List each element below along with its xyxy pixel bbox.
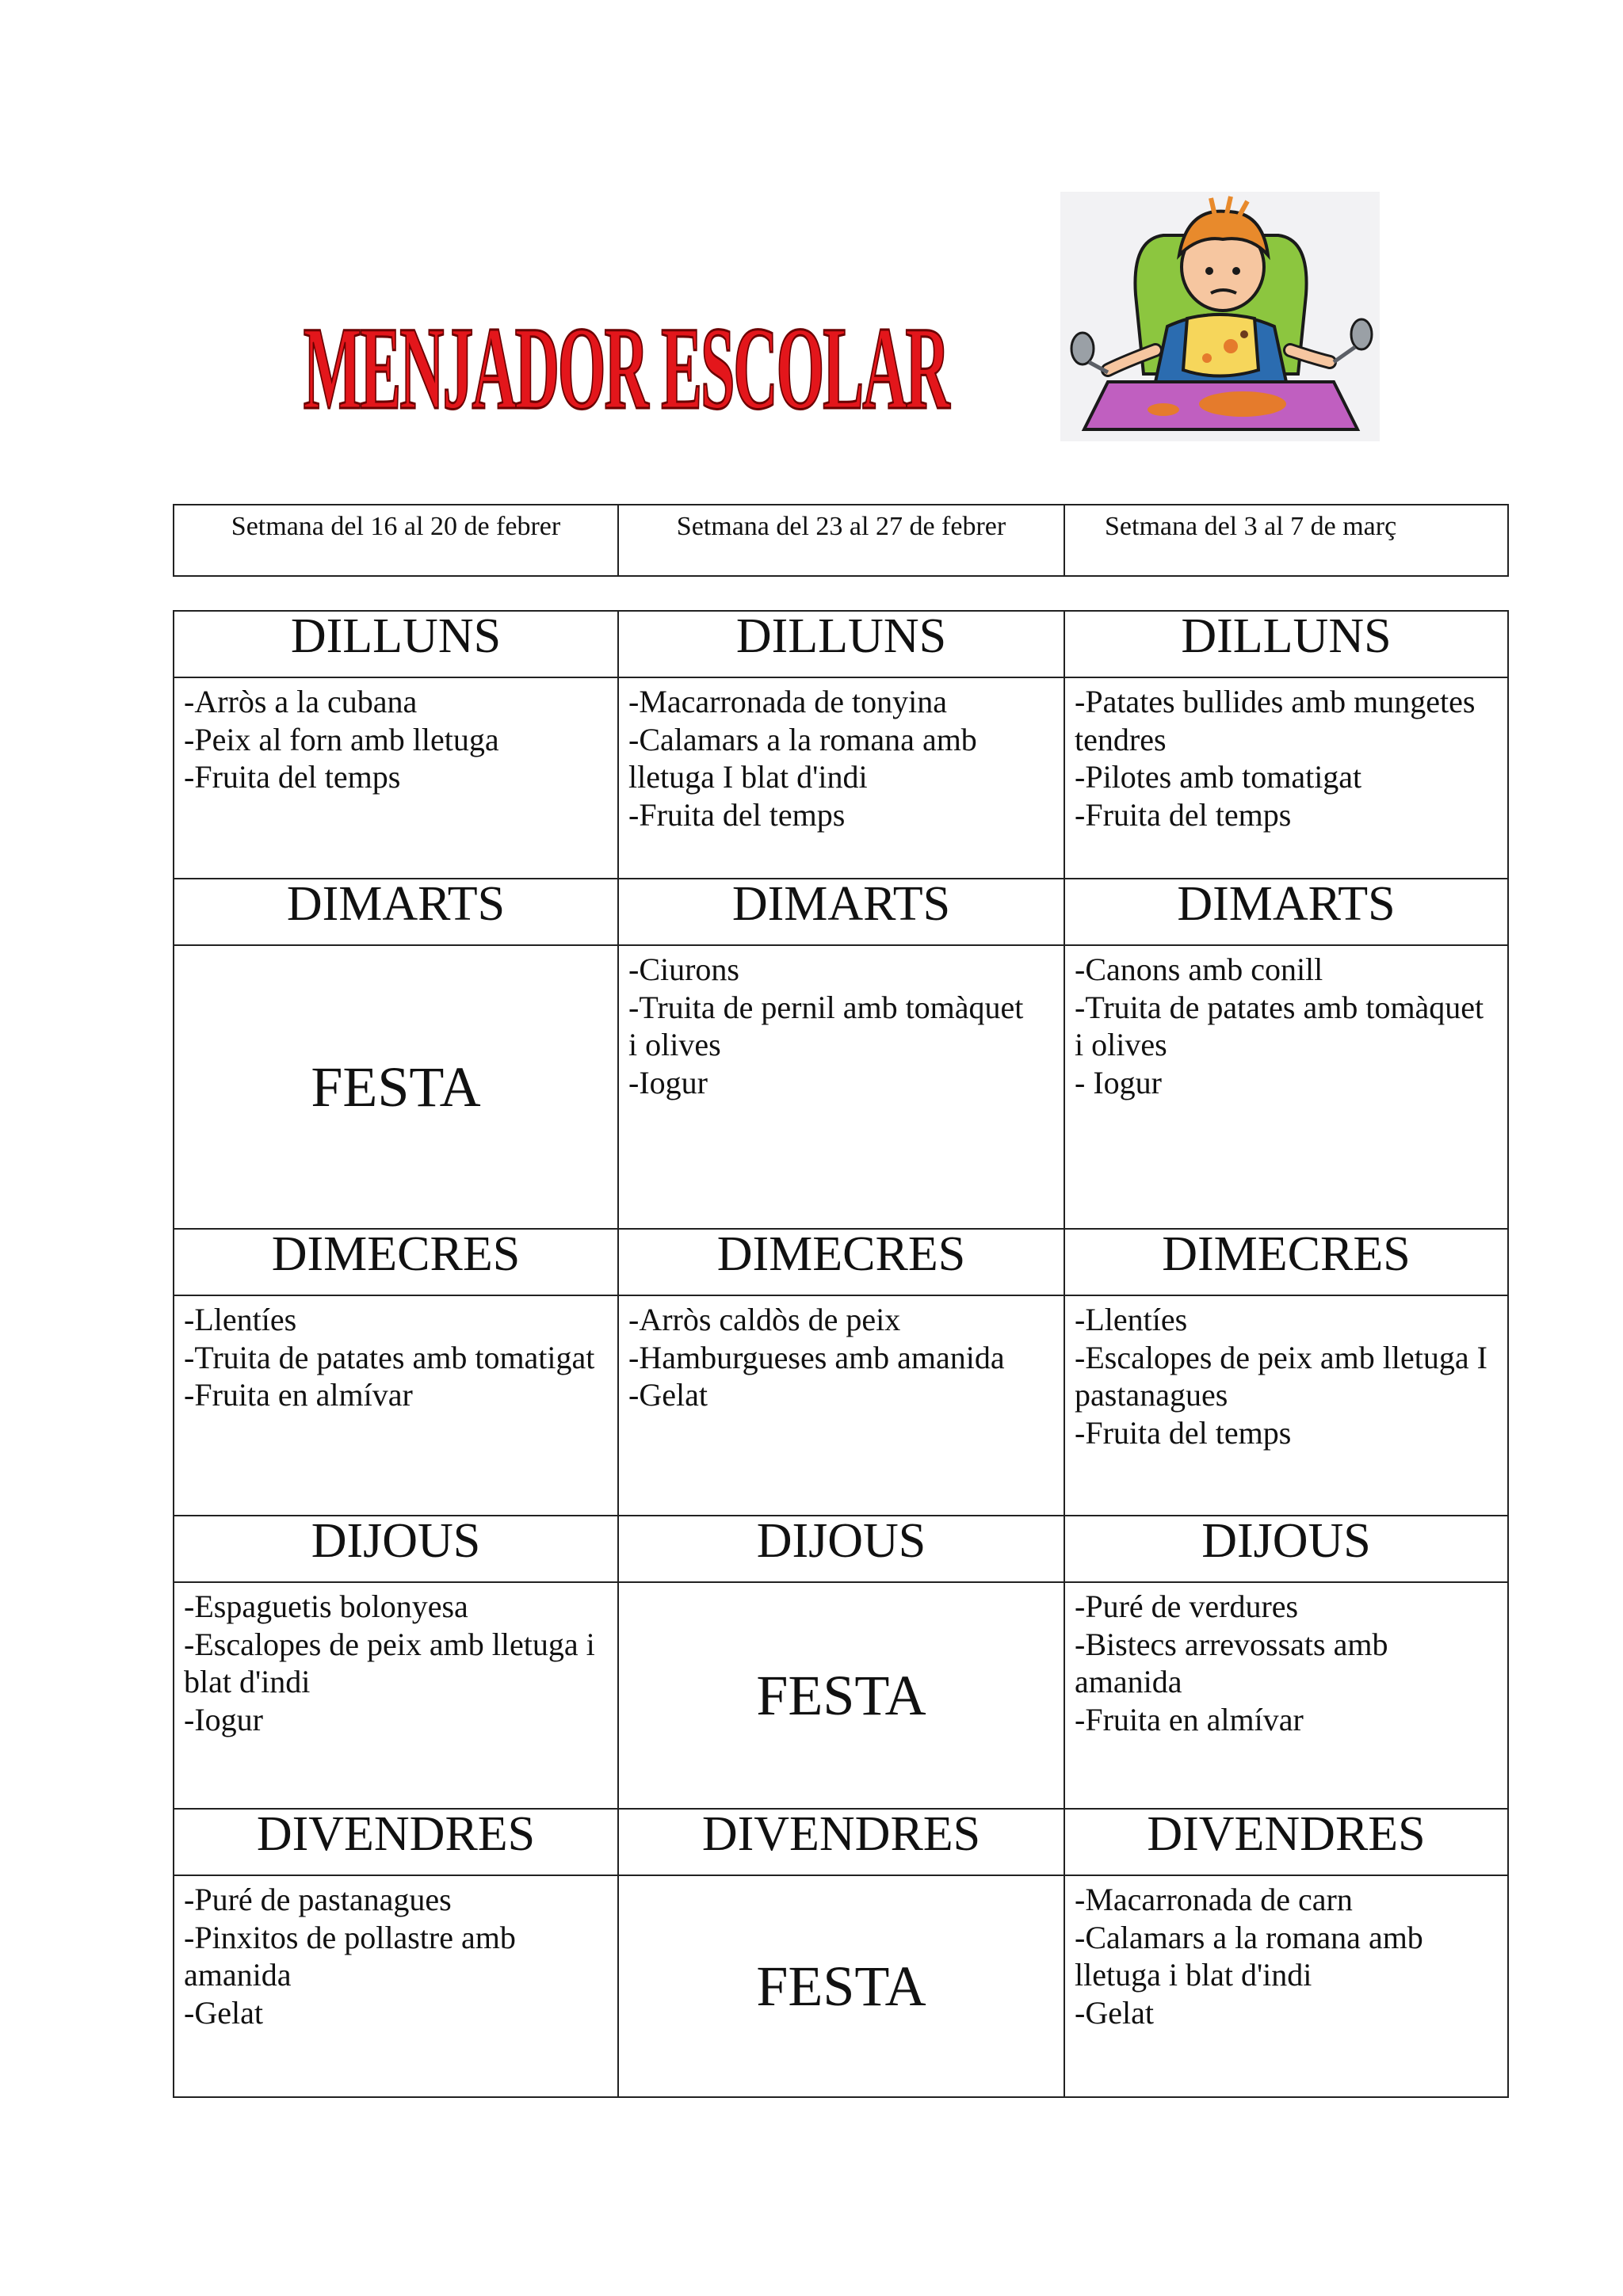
day-name: DIMECRES [174,1229,618,1295]
menu-line: -Pinxitos de pollastre amb [184,1919,516,1955]
menu-line: -Puré de verdures [1075,1589,1299,1624]
menu-line: -Gelat [628,1377,708,1413]
week-3-label: Setmana del 3 al 7 de març [1105,512,1397,541]
day-name: DIMECRES [1064,1229,1508,1295]
day-header-row [174,1516,1508,1582]
menu-row [174,677,1508,879]
day-header-row [174,611,1508,677]
menu-line: -Iogur [628,1064,708,1100]
menu-line: -Llentíes [1075,1302,1188,1337]
menu-cell [618,945,1064,1229]
menu-line: pastanagues [1075,1377,1228,1413]
menu-line: lletuga i blat d'indi [1075,1957,1312,1993]
menu-line: -Escalopes de peix amb lletuga I [1075,1339,1487,1375]
menu-line: amanida [184,1957,292,1993]
menu-line: -Macarronada de carn [1075,1882,1353,1917]
day-name: DILLUNS [618,611,1064,677]
day-name: DIJOUS [174,1516,618,1582]
menu-line: -Hamburgueses amb amanida [628,1339,1005,1375]
child-eating-illustration [1060,192,1380,441]
menu-line: -Fruita del temps [1075,796,1292,833]
menu-cell [1064,1875,1508,2097]
menu-line: -Fruita del temps [628,796,846,833]
menu-line: i olives [628,1027,721,1062]
day-name: DIJOUS [618,1516,1064,1582]
week-2-label: Setmana del 23 al 27 de febrer [619,505,1065,575]
weeks-header [173,504,1509,577]
day-name: DIMARTS [618,879,1064,945]
menu-line: -Canons amb conill [1075,952,1323,987]
menu-cell [1064,677,1508,879]
day-name: DILLUNS [174,611,618,677]
holiday-label: FESTA [618,1875,1064,2097]
day-name: DIJOUS [1064,1516,1508,1582]
page-title [222,285,1030,452]
menu-line: -Calamars a la romana amb [628,721,977,757]
menu-line: -Arròs caldòs de peix [628,1302,901,1337]
menu-line: -Fruita del temps [1075,1414,1292,1451]
menu-line: -Patates bullides amb mungetes [1075,684,1476,719]
menu-line: -Arròs a la cubana [184,684,418,719]
day-name: DIVENDRES [1064,1809,1508,1875]
menu-cell [174,1875,618,2097]
day-name: DIMECRES [618,1229,1064,1295]
menu-cell [1064,1295,1508,1516]
day-header-row [174,1809,1508,1875]
menu-line: i olives [1075,1027,1167,1062]
page-title-text: MENJADOR ESCOLAR [304,303,949,434]
menu-row [174,945,1508,1229]
menu-line: -Truita de pernil amb tomàquet [628,989,1024,1025]
menu-cell [174,1295,618,1516]
day-name: DIMARTS [1064,879,1508,945]
menu-line: -Escalopes de peix amb lletuga i [184,1626,595,1662]
holiday-label: FESTA [618,1582,1064,1809]
menu-cell [618,677,1064,879]
menu-line: -Gelat [184,1994,263,2031]
day-name: DIMARTS [174,879,618,945]
menu-line: -Fruita del temps [184,759,401,795]
menu-cell [1064,945,1508,1229]
menu-line: -Pilotes amb tomatigat [1075,759,1362,795]
menu-line: -Fruita en almívar [1075,1701,1304,1737]
holiday-label: FESTA [174,945,618,1229]
menu-line: -Peix al forn amb lletuga [184,721,499,757]
menu-line: -Gelat [1075,1994,1154,2031]
week-1-label: Setmana del 16 al 20 de febrer [174,505,619,575]
day-name: DILLUNS [1064,611,1508,677]
menu-line: -Truita de patates amb tomàquet [1075,989,1484,1025]
day-name: DIVENDRES [174,1809,618,1875]
day-header-row [174,1229,1508,1295]
menu-line: -Ciurons [628,952,739,987]
menu-line: tendres [1075,721,1167,757]
menu-line: -Espaguetis bolonyesa [184,1589,468,1624]
menu-line: -Iogur [184,1701,263,1737]
child-eating-messy-plate-icon [1060,192,1380,441]
menu-line: -Macarronada de tonyina [628,684,948,719]
menu-row [174,1582,1508,1809]
menu-line: lletuga I blat d'indi [628,759,868,795]
menu-table [173,610,1509,2098]
menu-line: -Puré de pastanagues [184,1882,452,1917]
menu-line: -Llentíes [184,1302,297,1337]
menu-cell [174,1582,618,1809]
day-header-row [174,879,1508,945]
menu-line: -Fruita en almívar [184,1377,413,1413]
menu-cell [174,677,618,879]
menu-line: -Calamars a la romana amb [1075,1919,1423,1955]
menu-line: amanida [1075,1664,1182,1699]
menu-line: blat d'indi [184,1664,311,1699]
menu-line: -Bistecs arrevossats amb [1075,1626,1388,1662]
menu-row [174,1875,1508,2097]
menu-cell [1064,1582,1508,1809]
day-name: DIVENDRES [618,1809,1064,1875]
menu-row [174,1295,1508,1516]
menu-line: -Truita de patates amb tomatigat [184,1339,595,1375]
menu-line: - Iogur [1075,1064,1162,1100]
menu-cell [618,1295,1064,1516]
